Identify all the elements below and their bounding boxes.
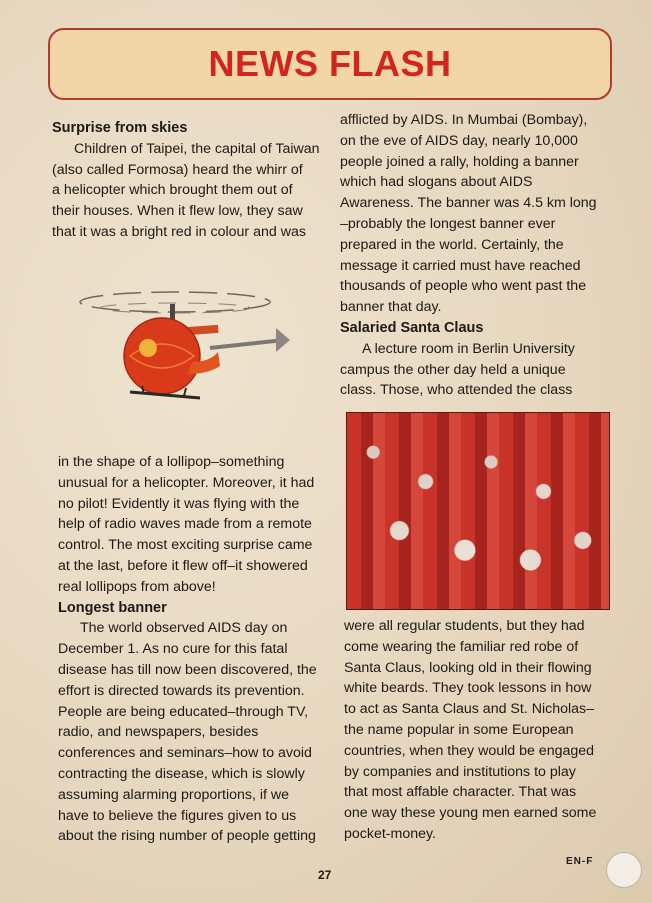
- article-line: class. Those, who attended the class: [340, 382, 573, 399]
- article-line: by companies and institutions to play: [344, 763, 576, 780]
- article-line: control. The most exciting surprise came: [58, 537, 313, 554]
- article-surprise-bottom: [58, 452, 324, 847]
- article-line: to act as Santa Claus and St. Nicholas–: [344, 701, 594, 718]
- article-line: unusual for a helicopter. Moreover, it had: [58, 474, 315, 491]
- page-title: NEWS FLASH: [208, 43, 452, 84]
- article-line: no pilot! Evidently it was flying with the: [58, 495, 300, 512]
- article-line: (also called Formosa) heard the whirr of: [52, 161, 303, 178]
- article-line: conferences and seminars–how to avoid: [58, 745, 312, 762]
- article-line: their houses. When it flew low, they saw: [52, 203, 303, 220]
- article-line: white beards. They took lessons in how: [344, 680, 592, 697]
- article-line: people joined a rally, holding a banner: [340, 153, 579, 170]
- article-line: banner that day.: [340, 299, 442, 316]
- article-line: have to believe the figures given to us: [58, 807, 297, 824]
- article-surprise-top: [52, 118, 322, 243]
- article-heading: Surprise from skies: [52, 120, 188, 136]
- scan-stamp-text: EN-F: [566, 856, 594, 867]
- article-heading: Longest banner: [58, 599, 167, 616]
- news-flash-banner: [48, 28, 612, 100]
- article-line: countries, when they would be engaged: [344, 742, 595, 759]
- article-line: People are being educated–through TV,: [58, 703, 309, 720]
- article-line: which had slogans about AIDS: [340, 174, 533, 191]
- article-santa-continued: [344, 616, 612, 845]
- article-line: one way these young men earned some: [344, 805, 597, 822]
- article-line: contracting the disease, which is slowly: [58, 765, 305, 782]
- article-line: afflicted by AIDS. In Mumbai (Bombay),: [340, 112, 588, 128]
- article-line: a helicopter which brought them out of: [52, 182, 293, 199]
- article-heading: Salaried Santa Claus: [340, 319, 484, 336]
- article-line: radio, and newspapers, besides: [58, 724, 259, 741]
- article-line: effort is directed towards its prevention.: [58, 682, 305, 699]
- article-line: that most affable character. That was: [344, 784, 577, 801]
- article-line: the name popular in some European: [344, 721, 574, 738]
- article-line: The world observed AIDS day on: [80, 620, 288, 637]
- article-line: in the shape of a lollipop–something: [58, 454, 285, 470]
- article-line: December 1. As no cure for this fatal: [58, 641, 288, 658]
- article-line: real lollipops from above!: [58, 578, 216, 595]
- article-line: –probably the longest banner ever: [340, 215, 556, 232]
- article-line: Santa Claus, looking old in their flowing: [344, 659, 592, 676]
- article-line: Children of Taipei, the capital of Taiwan: [74, 140, 320, 157]
- article-line: message it carried must have reached: [340, 257, 581, 274]
- article-line: campus the other day held a unique: [340, 361, 566, 378]
- article-line: on the eve of AIDS day, nearly 10,000: [340, 132, 578, 149]
- article-line: assuming alarming proportions, if we: [58, 786, 290, 803]
- article-line: thousands of people who went past the: [340, 278, 587, 295]
- helicopter-illustration: [70, 282, 300, 412]
- scan-stamp-logo: [606, 852, 642, 888]
- article-line: Awareness. The banner was 4.5 km long: [340, 195, 597, 212]
- article-banner-continued: [340, 110, 610, 401]
- page-number: 27: [318, 868, 332, 882]
- article-line: at the last, before it flew off–it showered: [58, 557, 308, 574]
- article-line: come wearing the familiar red robe of: [344, 638, 579, 655]
- article-line: A lecture room in Berlin University: [362, 340, 575, 357]
- article-line: disease has till now been discovered, the: [58, 661, 317, 678]
- article-line: that it was a bright red in colour and was: [52, 223, 306, 240]
- article-line: help of radio waves made from a remote: [58, 516, 312, 533]
- article-line: were all regular students, but they had: [344, 618, 585, 634]
- article-line: about the rising number of people getting: [58, 828, 316, 845]
- santa-class-photo: [346, 412, 610, 610]
- article-line: pocket-money.: [344, 825, 436, 842]
- article-line: prepared in the world. Certainly, the: [340, 236, 564, 253]
